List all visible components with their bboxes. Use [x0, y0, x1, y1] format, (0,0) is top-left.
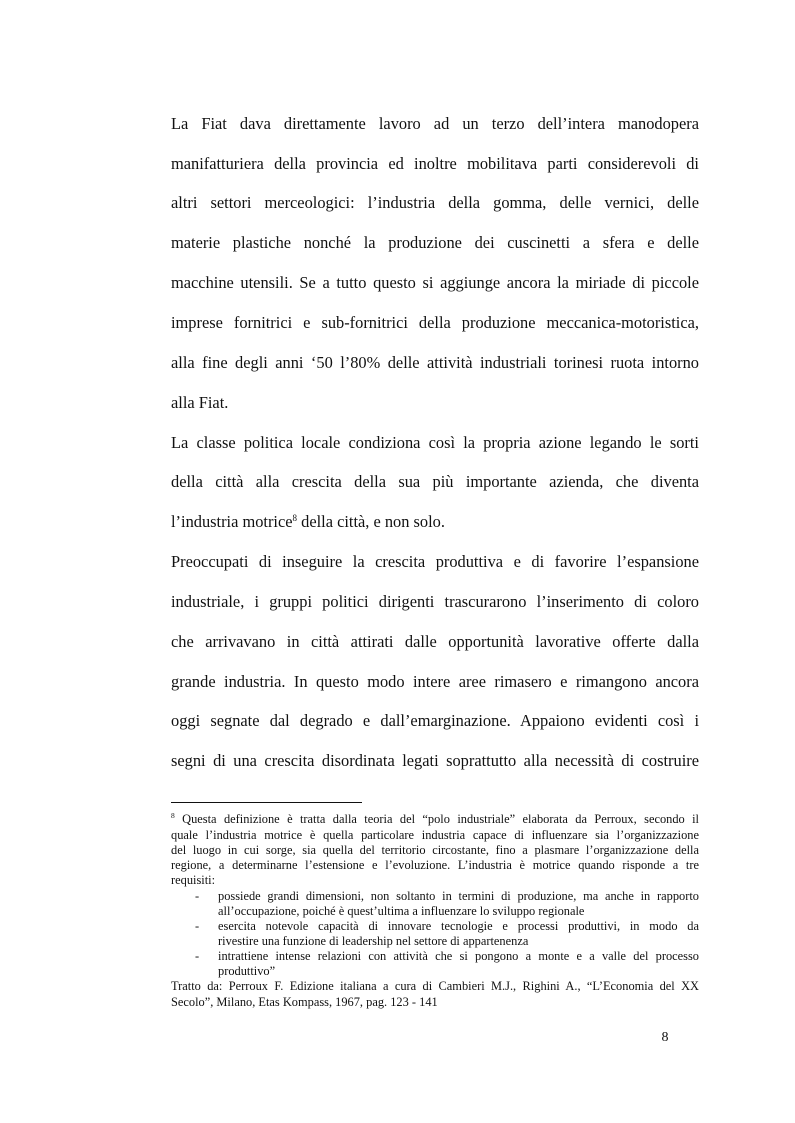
body-text-motrice: l’industria motrice: [171, 512, 293, 531]
footnote-line: del luogo in cui sorge, sia quella del territorio circostante, fino a plasmare l’organizzazione della: [171, 843, 699, 857]
body-line: altri settori merceologici: l’industria della gomma, delle vernici, delle: [171, 193, 699, 212]
bullet-dash: -: [195, 949, 200, 963]
footnote-reference[interactable]: 8: [292, 513, 298, 523]
body-line: oggi segnate dal degrado e dall’emarginazione. Appaiono evidenti così i: [171, 711, 699, 730]
body-line: che arrivavano in città attirati dalle opportunità lavorative offerte dalla: [171, 632, 699, 651]
body-line: La Fiat dava direttamente lavoro ad un terzo dell’intera manodopera: [171, 114, 699, 133]
bullet-text: rivestire una funzione di leadership nel settore di appartenenza: [218, 934, 529, 948]
body-line: La classe politica locale condiziona così la propria azione legando le sorti: [171, 433, 699, 452]
footnote-first-line: [171, 811, 699, 827]
body-line: Preoccupati di inseguire la crescita produttiva e di favorire l’espansione: [171, 552, 699, 571]
footnote-source-line: Tratto da: Perroux F. Edizione italiana a cura di Cambieri M.J., Righini A., “L’Economia del XX: [171, 979, 699, 993]
footnote-separator: [171, 802, 362, 803]
bullet-text: all’occupazione, poiché è quest’ultima a influenzare lo sviluppo regionale: [218, 904, 585, 918]
bullet-text: intrattiene intense relazioni con attività che si pongono a monte e a valle del processo: [218, 949, 699, 963]
bullet-text: possiede grandi dimensioni, non soltanto in termini di produzione, ma anche in rapporto: [218, 889, 699, 903]
body-line: grande industria. In questo modo intere aree rimasero e rimangono ancora: [171, 672, 699, 691]
bullet-dash: -: [195, 919, 200, 933]
footnote-line: quale l’industria motrice è quella particolare industria capace di influenzare sia l’organizzazione: [171, 828, 699, 842]
footnote-source-line: Secolo”, Milano, Etas Kompass, 1967, pag. 123 - 141: [171, 995, 438, 1009]
body-line: industriale, i gruppi politici dirigenti trascurarono l’inserimento di coloro: [171, 592, 699, 611]
body-line: imprese fornitrici e sub-fornitrici della produzione meccanica-motoristica,: [171, 313, 699, 332]
body-line-motrice: [171, 512, 699, 532]
page-number: 8: [661, 1030, 669, 1045]
body-line: manifatturiera della provincia ed inoltre mobilitava parti considerevoli di: [171, 154, 699, 173]
body-text-citta: della città, e non solo.: [297, 512, 445, 531]
bullet-dash: -: [195, 889, 200, 903]
body-line: materie plastiche nonché la produzione dei cuscinetti a sfera e delle: [171, 233, 699, 252]
body-line: segni di una crescita disordinata legati soprattutto alla necessità di costruire: [171, 751, 699, 770]
bullet-text: produttivo”: [218, 964, 276, 978]
footnote-first-text: Questa definizione è tratta dalla teoria del “polo industriale” elaborata da Perroux, secondo il: [174, 812, 699, 826]
body-line: alla fine degli anni ‘50 l’80% delle attività industriali torinesi ruota intorno: [171, 353, 699, 372]
body-line: alla Fiat.: [171, 393, 229, 412]
body-line: della città alla crescita della sua più importante azienda, che diventa: [171, 472, 699, 491]
bullet-text: esercita notevole capacità di innovare tecnologie e processi produttivi, in modo da: [218, 919, 699, 933]
footnote-line: regione, a determinarne l’estensione e l’evoluzione. L’industria è motrice quando risponde a tre: [171, 858, 699, 872]
footnote-line: requisiti:: [171, 873, 216, 887]
body-line: macchine utensili. Se a tutto questo si aggiunge ancora la miriade di piccole: [171, 273, 699, 292]
footnote-number: 8: [171, 811, 175, 820]
